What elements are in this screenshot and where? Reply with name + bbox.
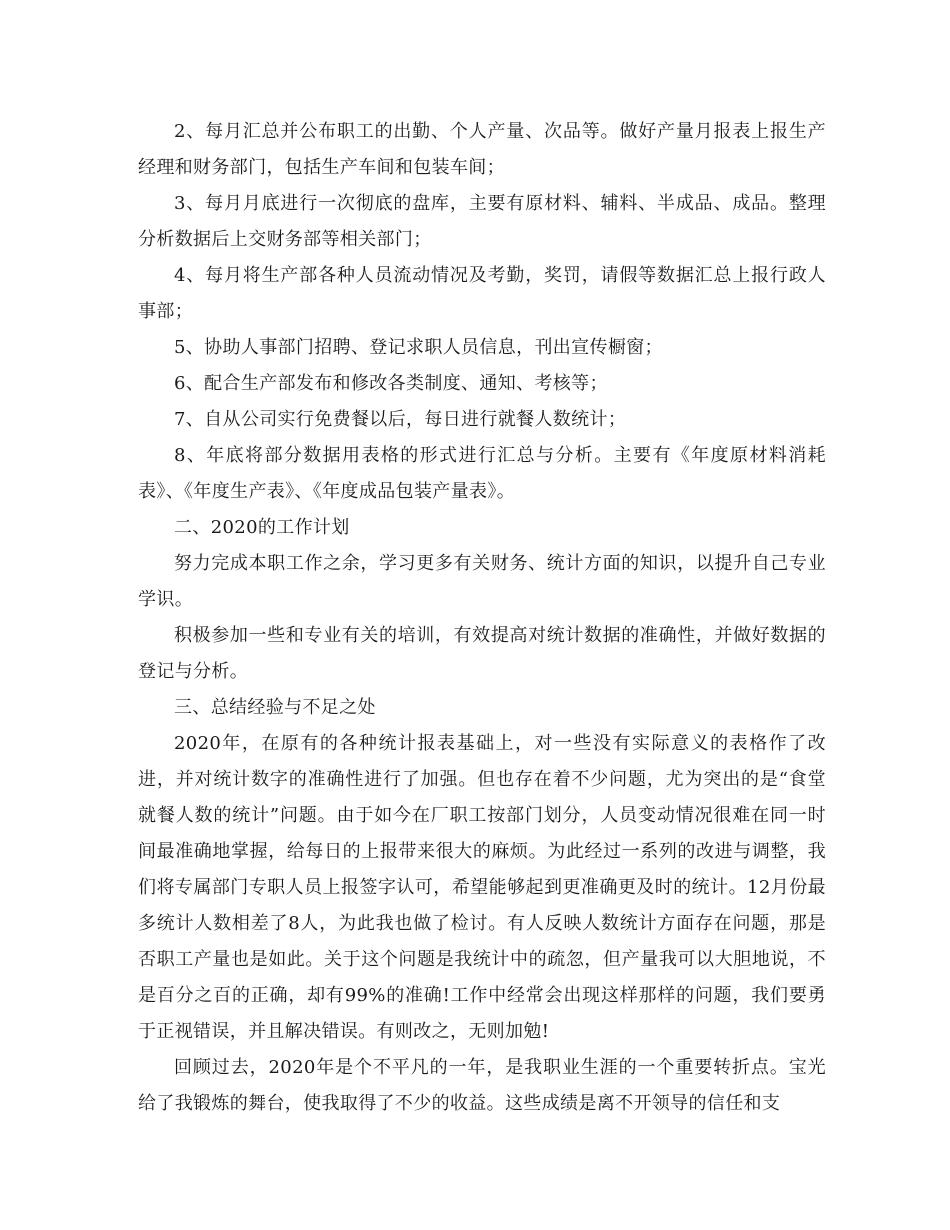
plan-paragraph-1: 努力完成本职工作之余，学习更多有关财务、统计方面的知识，以提升自己专业学识。: [138, 553, 826, 610]
review-paragraph: 回顾过去，2020年是个不平凡的一年，是我职业生涯的一个重要转折点。宝光给了我锻炼的舞台，使我取得了不少的收益。这些成绩是离不开领导的信任和支: [138, 1057, 826, 1114]
list-item-8: 8、年底将部分数据用表格的形式进行汇总与分析。主要有《年度原材料消耗表》、《年度生产表》、《年度成品包装产量表》。: [138, 445, 826, 502]
section-heading-plan: 二、2020的工作计划: [174, 517, 350, 538]
summary-paragraph: 2020年，在原有的各种统计报表基础上，对一些没有实际意义的表格作了改进，并对统计数字的准确性进行了加强。但也存在着不少问题，尤为突出的是“食堂就餐人数的统计”问题。由于如今在厂职工按部门划分，人员变动情况很难在同一时间最准确地掌握，给每日的上报带来很大的麻烦。为此经过一系列的改进与调整，我们将专属部门专职人员上报签字认可，希望能够起到更准确更及时的统计。12月份最多统计人数相差了8人，为此我也做了检讨。有人反映人数统计方面存在问题，那是否职工产量也是如此。关于这个问题是我统计中的疏忽，但产量我可以大胆地说，不是百分之百的正确，却有99%的准确!工作中经常会出现这样那样的问题，我们要勇于正视错误，并且解决错误。有则改之，无则加勉!: [138, 733, 826, 1042]
section-heading-summary: 三、总结经验与不足之处: [174, 697, 376, 718]
document-body: [138, 114, 826, 1122]
list-item-3: 3、每月月底进行一次彻底的盘库，主要有原材料、辅料、半成品、成品。整理分析数据后上交财务部等相关部门；: [138, 193, 826, 250]
list-item-7: 7、自从公司实行免费餐以后，每日进行就餐人数统计；: [174, 409, 627, 430]
list-item-2: 2、每月汇总并公布职工的出勤、个人产量、次品等。做好产量月报表上报生产经理和财务部门，包括生产车间和包装车间；: [138, 121, 826, 178]
plan-paragraph-2: 积极参加一些和专业有关的培训，有效提高对统计数据的准确性，并做好数据的登记与分析。: [138, 625, 826, 682]
list-item-5: 5、协助人事部门招聘、登记求职人员信息，刊出宣传橱窗；: [174, 337, 663, 358]
list-item-4: 4、每月将生产部各种人员流动情况及考勤，奖罚，请假等数据汇总上报行政人事部；: [138, 265, 826, 322]
list-item-6: 6、配合生产部发布和修改各类制度、通知、考核等；: [174, 373, 608, 394]
